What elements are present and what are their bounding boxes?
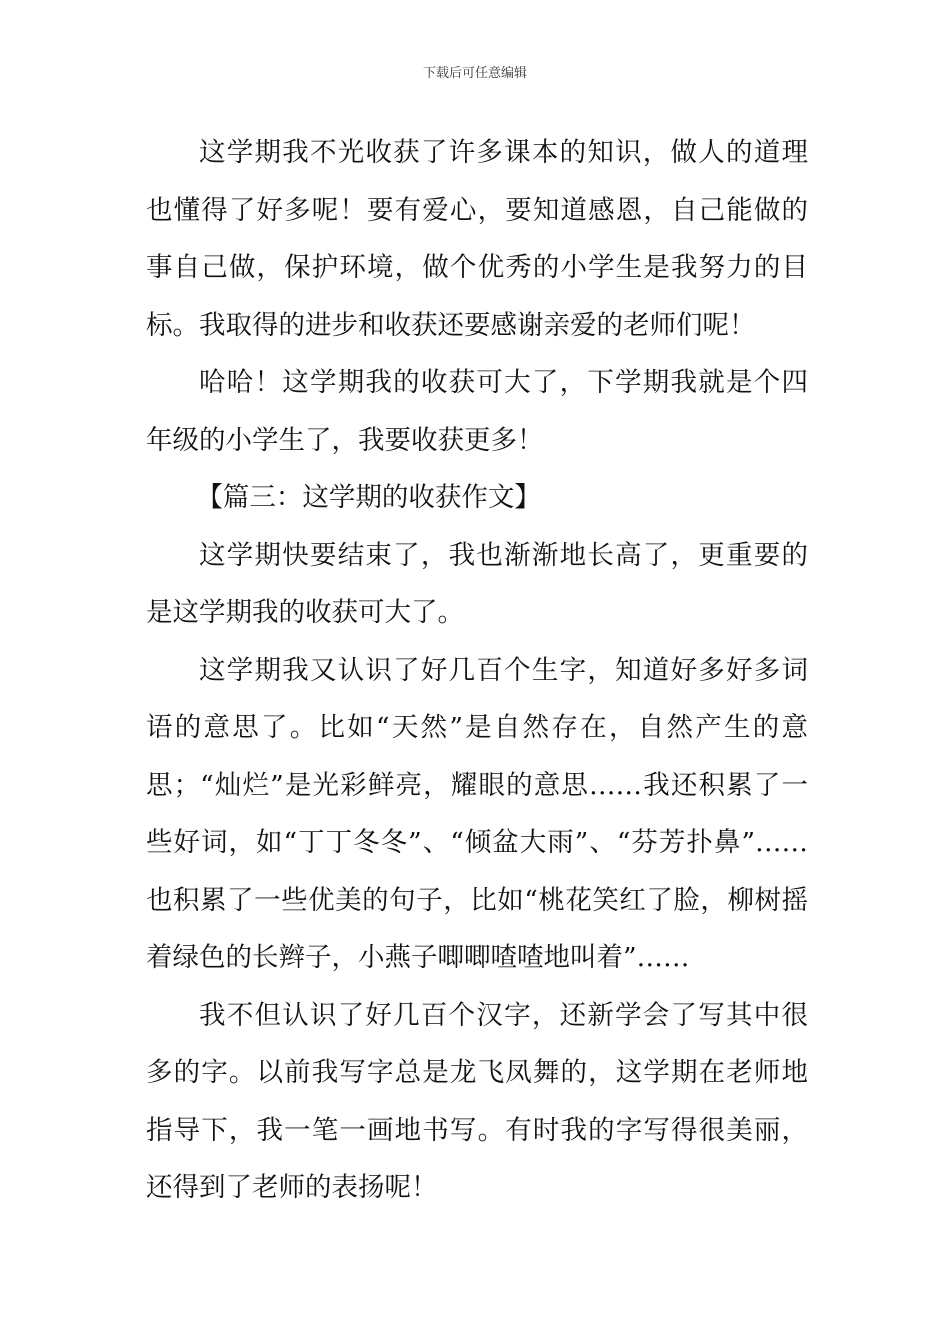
- paragraph-5: 我不但认识了好几百个汉字，还新学会了写其中很多的字。以前我写字总是龙飞凤舞的，这学期在老师地指导下，我一笔一画地书写。有时我的字写得很美丽，还得到了老师的表扬呢！: [146, 999, 808, 1203]
- paragraph-2: 哈哈！这学期我的收获可大了，下学期我就是个四年级的小学生了，我要收获更多！: [146, 367, 808, 456]
- page-header: 下载后可任意编辑: [422, 66, 527, 81]
- paragraph-3: 这学期快要结束了，我也渐渐地长高了，更重要的是这学期我的收获可大了。: [146, 539, 808, 628]
- section-title: 【篇三：这学期的收获作文】: [196, 482, 541, 513]
- paragraph-4: 这学期我又认识了好几百个生字，知道好多好多词语的意思了。比如“天然”是自然存在，自然产生的意思；“灿烂”是光彩鲜亮，耀眼的意思……我还积累了一些好词，如“丁丁冬冬”、“倾盆大雨”、“芬芳扑鼻”……也积累了一些优美的句子，比如“桃花笑红了脸，柳树摇着绿色的长辫子，小燕子唧唧喳喳地叫着”……: [146, 654, 808, 973]
- paragraph-1: 这学期我不光收获了许多课本的知识，做人的道理也懂得了好多呢！要有爱心，要知道感恩，自己能做的事自己做，保护环境，做个优秀的小学生是我努力的目标。我取得的进步和收获还要感谢亲爱的老师们呢！: [146, 137, 808, 341]
- document-body: [146, 124, 808, 1217]
